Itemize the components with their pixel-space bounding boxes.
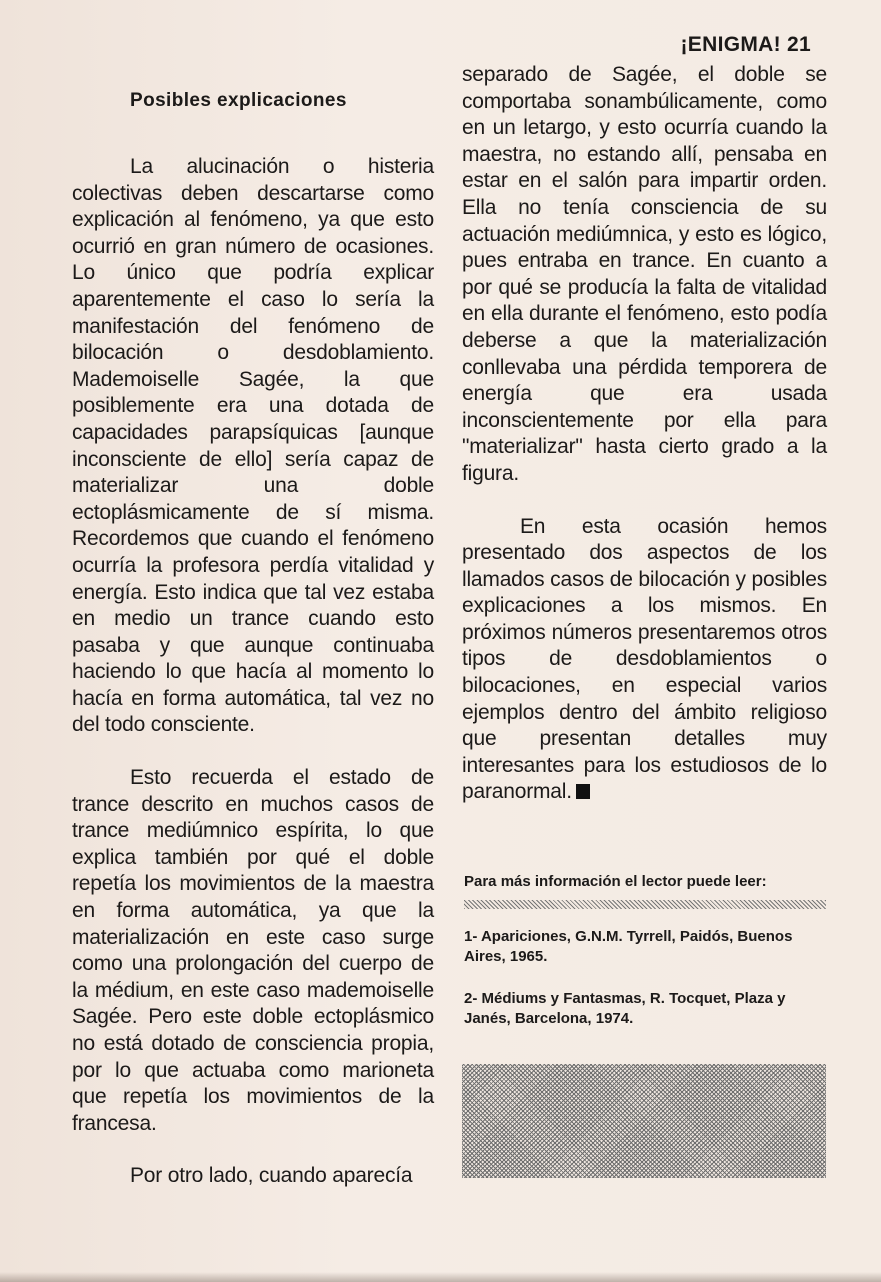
- paragraph-gap: [462, 488, 827, 514]
- paragraph: La alucinación o histeria colectivas deben descartarse como explicación al fenómeno, ya que esto ocurrió en gran número de ocasiones. Lo único que podría explicar aparentemente el caso lo sería la manifestación del fenómeno de bilocación o desdoblamiento. Mademoiselle Sagée, la que posiblemente era una dotada de capacidades parapsíquicas [aunque inconsciente de ello] sería capaz de materializar una doble ectoplásmicamente de sí misma. Recordemos que cuando el fenómeno ocurría la profesora perdía vitalidad y energía. Esto indica que tal vez estaba en medio un trance cuando esto pasaba y que aunque continuaba haciendo lo que hacía al momento lo hacía en forma automática, tal vez no del todo consciente.: [72, 155, 434, 737]
- section-title: Posibles explicaciones: [130, 90, 347, 111]
- page-header: ¡ENIGMA! 21: [680, 33, 811, 56]
- paragraph: Por otro lado, cuando aparecía: [130, 1164, 413, 1188]
- paragraph-gap: [72, 739, 434, 765]
- right-column: [462, 62, 827, 806]
- paragraph: [462, 62, 827, 488]
- left-column: [72, 88, 434, 1190]
- end-of-article-mark: [576, 784, 590, 799]
- paragraph: Esto recuerda el estado de trance descrito en muchos casos de trance mediúmnico espírita, lo que explica también por qué el doble repetía los movimientos de la maestra en forma automática, ya que la materialización en este caso surge como una prolongación del cuerpo de la médium, en este caso mademoiselle Sagée. Pero este doble ectoplásmico no está dotado de consciencia propia, por lo que actuaba como marioneta que repetía los movimientos de la francesa.: [72, 766, 434, 1135]
- hatched-divider: [464, 900, 826, 909]
- paragraph-text: En esta ocasión hemos presentado dos aspectos de los llamados casos de bilocación y posibles explicaciones a los mismos. En próximos números presentaremos otros tipos de desdoblamientos o bilocaciones, en especial varios ejemplos dentro del ámbito religioso que presentan detalles muy interesantes para los estudiosos de lo paranormal.: [462, 514, 827, 804]
- paragraph-text: separado de Sagée, el doble se comportaba sonambúlicamente, como en un letargo, y esto ocurría cuando la maestra, no estando allí, pensaba en estar en el salón para impartir orden. Ella no tenía consciencia de su actuación mediúmnica, y esto es lógico, pues entraba en trance. En cuanto a por qué se producía la falta de vitalidad en ella durante el fenómeno, esto podía deberse a que la materialización conllevaba una pérdida temporera de energía que era usada inconscientemente por ella para "materializar" hasta cierto grado a la figura.: [462, 63, 827, 485]
- page-edge-shadow: [0, 1272, 881, 1282]
- hatched-pattern-box: [462, 1064, 826, 1178]
- references-heading: Para más información el lector puede leer:: [464, 873, 767, 890]
- paragraph-gap: [72, 1137, 434, 1163]
- reference-item: 2- Médiums y Fantasmas, R. Tocquet, Plaza y Janés, Barcelona, 1974.: [464, 990, 786, 1027]
- references-box: [464, 872, 826, 1051]
- reference-item: 1- Apariciones, G.N.M. Tyrrell, Paidós, Buenos Aires, 1965.: [464, 928, 793, 965]
- paragraph: [462, 514, 827, 807]
